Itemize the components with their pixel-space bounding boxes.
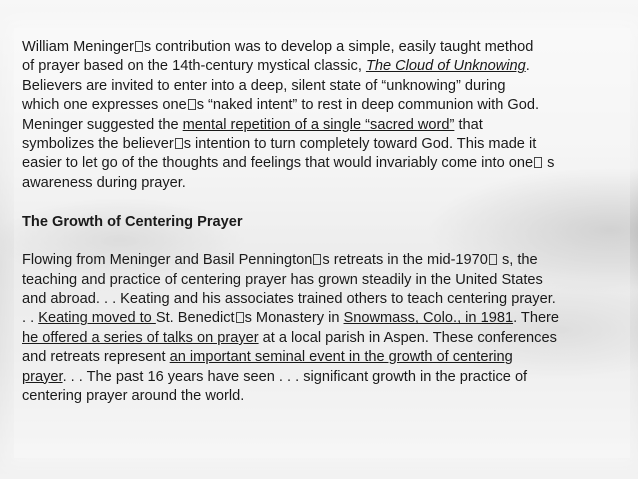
text-line (22, 309, 632, 328)
text-span: Meninger suggested the (22, 116, 183, 133)
book-title: The Cloud of Unknowing (365, 58, 526, 75)
missing-glyph-icon (135, 41, 143, 52)
text-span: at a local parish in Aspen. These conferences (258, 329, 557, 346)
missing-glyph-icon (236, 312, 244, 323)
underlined-phrase: Snowmass, Colo., in 1981 (343, 310, 514, 327)
text-line: and abroad. . . Keating and his associates trained others to teach centering prayer. (22, 291, 556, 308)
text-span: symbolizes the believer (22, 135, 174, 152)
text-span: s Monastery in (244, 310, 344, 327)
text-span: s (543, 155, 555, 172)
text-span: s retreats in the mid-1970 (322, 252, 488, 269)
spacer (22, 193, 632, 212)
text-span: of prayer based on the 14th-century mystical classic, (22, 58, 366, 75)
text-line (22, 251, 632, 270)
text-span: easier to let go of the thoughts and feelings that would invariably come into one (22, 155, 534, 172)
spacer (22, 232, 632, 251)
text-line: teaching and practice of centering prayer has grown steadily in the United States (22, 271, 543, 288)
underlined-phrase: mental repetition of a single “sacred word” (182, 116, 455, 133)
missing-glyph-icon (188, 99, 196, 110)
underlined-phrase: Keating moved to (38, 310, 156, 327)
text-span: s intention to turn completely toward God. This made it (183, 135, 537, 152)
text-line (22, 57, 632, 76)
missing-glyph-icon (313, 254, 321, 265)
paragraph-meninger (22, 38, 632, 193)
text-span: . . . The past 16 years have seen . . . significant growth in the practice of (62, 368, 528, 385)
text-span: . There (513, 310, 560, 327)
text-line (22, 154, 632, 173)
text-span: s “naked intent” to rest in deep communion with God. (196, 97, 540, 114)
text-span: which one expresses one (22, 97, 187, 114)
text-span: s contribution was to develop a simple, easily taught method (143, 39, 534, 55)
text-span: Flowing from Meninger and Basil Pennington (22, 252, 313, 269)
underlined-phrase: an important seminal event in the growth of centering (169, 349, 513, 366)
text-span: s, the (497, 252, 538, 269)
missing-glyph-icon (534, 157, 542, 168)
text-line: awareness during prayer. (22, 174, 186, 191)
slide-text (22, 38, 632, 406)
text-span: . (525, 58, 530, 75)
text-line (22, 368, 632, 387)
text-line (22, 116, 632, 135)
text-line: centering prayer around the world. (22, 388, 245, 405)
missing-glyph-icon (489, 254, 497, 265)
text-line (22, 135, 632, 154)
text-span: and retreats represent (22, 349, 170, 366)
text-span: William Meninger (22, 39, 134, 55)
section-heading: The Growth of Centering Prayer (22, 213, 243, 230)
text-line (22, 96, 632, 115)
text-line: Believers are invited to enter into a deep, silent state of “unknowing” during (22, 77, 506, 94)
text-line (22, 38, 632, 57)
text-line (22, 329, 632, 348)
text-span: . . (22, 310, 39, 327)
underlined-phrase: prayer (22, 368, 63, 385)
text-line (22, 348, 632, 367)
underlined-phrase: he offered a series of talks on prayer (22, 329, 259, 346)
text-span: St. Benedict (155, 310, 235, 327)
paragraph-growth (22, 251, 632, 406)
missing-glyph-icon (175, 138, 183, 149)
text-span: that (454, 116, 483, 133)
